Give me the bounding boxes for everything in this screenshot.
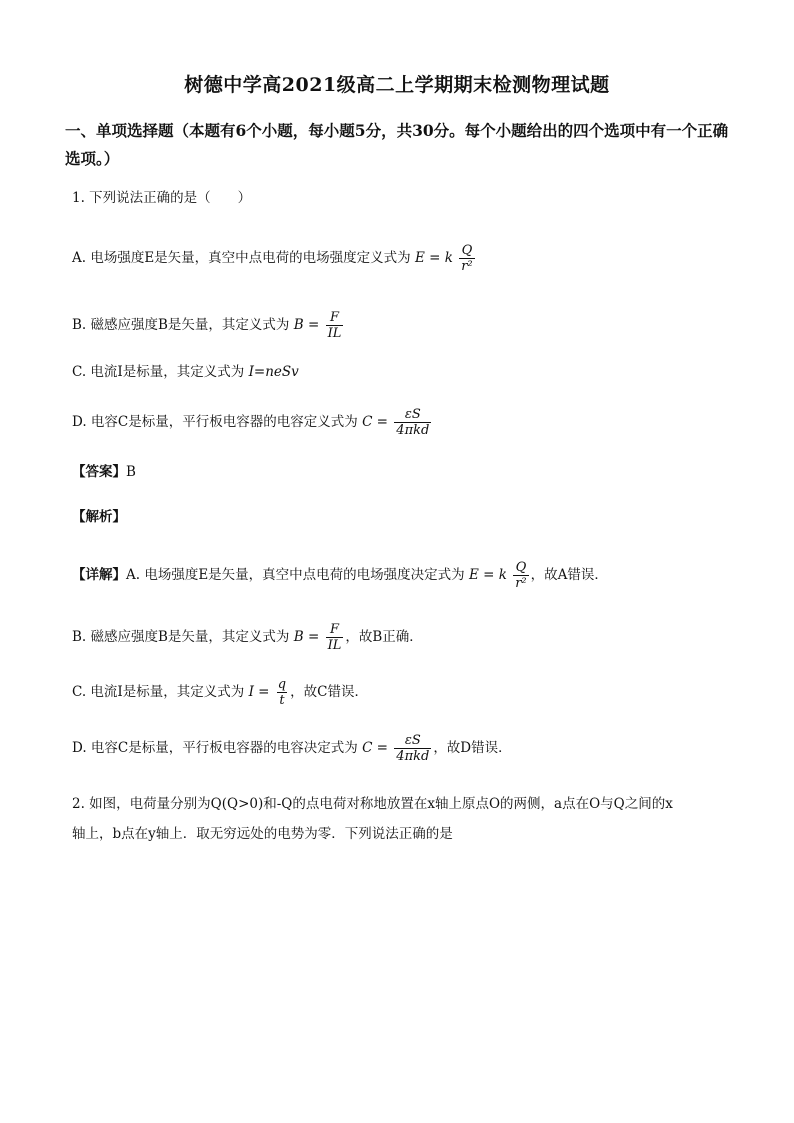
option-c xyxy=(72,360,299,380)
analysis-line xyxy=(72,505,126,525)
answer-value: B xyxy=(126,464,136,480)
formula-d-fraction xyxy=(394,407,431,438)
detail-b-denominator: IL xyxy=(327,638,342,653)
detail-b-text: B. 磁感应强度B是矢量，其定义式为 xyxy=(72,629,290,645)
detail-d-fraction xyxy=(394,733,431,764)
detail-a-denominator: r² xyxy=(515,576,527,591)
formula-e-numerator: Q xyxy=(461,243,473,258)
detail-c-fraction xyxy=(276,677,288,708)
option-a-text: A. 电场强度E是矢量，真空中点电荷的电场强度定义式为 xyxy=(72,250,411,266)
question-1-stem: 1. 下列说法正确的是（ ） xyxy=(72,190,252,206)
detail-c-end: ，故C错误． xyxy=(290,684,368,700)
detail-a-formula-lhs: E = k xyxy=(468,567,507,583)
detail-d-end: ，故D错误． xyxy=(433,740,512,756)
option-a xyxy=(72,243,477,274)
detail-d-text: D. 电容C是标量，平行板电容器的电容决定式为 xyxy=(72,740,358,756)
formula-b-fraction xyxy=(326,310,344,341)
formula-d-denominator: 4πkd xyxy=(396,423,430,438)
section-heading: 一、单项选择题（本题有6个小题，每小题5分，共30分。每个小题给出的四个选项中有一个正确选项。） xyxy=(65,121,729,168)
option-d xyxy=(72,407,433,438)
formula-d-numerator: εS xyxy=(404,407,421,422)
detail-b-formula-lhs: B = xyxy=(293,629,320,645)
detail-d-numerator: εS xyxy=(404,733,421,748)
detail-a-end: ，故A错误． xyxy=(530,567,608,583)
option-b-text: B. 磁感应强度B是矢量，其定义式为 xyxy=(72,317,290,333)
detail-c-numerator: q xyxy=(277,677,287,692)
detail-d-formula-lhs: C = xyxy=(362,740,388,756)
question-2-line-2: 轴上，b点在y轴上．取无穷远处的电势为零．下列说法正确的是 xyxy=(72,826,453,842)
answer-tag: 【答案】 xyxy=(72,464,126,480)
detail-a xyxy=(72,560,608,591)
detail-a-text: A. 电场强度E是矢量，真空中点电荷的电场强度决定式为 xyxy=(126,567,465,583)
formula-d-lhs: C = xyxy=(362,414,388,430)
formula-c-inline: I=neSv xyxy=(248,364,299,380)
detail-c xyxy=(72,677,368,708)
detail-b-fraction xyxy=(326,622,344,653)
formula-b-lhs: B = xyxy=(293,317,320,333)
formula-e-lhs: E = k xyxy=(414,250,453,266)
detail-a-fraction xyxy=(513,560,528,591)
option-d-text: D. 电容C是标量，平行板电容器的电容定义式为 xyxy=(72,414,358,430)
detail-d xyxy=(72,733,512,764)
detail-c-text: C. 电流I是标量，其定义式为 xyxy=(72,684,245,700)
option-c-text: C. 电流I是标量，其定义式为 xyxy=(72,364,245,380)
analysis-tag: 【解析】 xyxy=(72,509,126,525)
formula-e-denominator: r² xyxy=(461,259,473,274)
detail-c-denominator: t xyxy=(279,693,285,708)
detail-b-numerator: F xyxy=(329,622,339,637)
question-2-line-1: 2. 如图，电荷量分别为Q(Q>0)和-Q的点电荷对称地放置在x轴上原点O的两侧，a点在O与Q之间的x xyxy=(72,796,673,812)
detail-c-formula-lhs: I = xyxy=(248,684,270,700)
formula-b-denominator: IL xyxy=(327,326,342,341)
detail-a-numerator: Q xyxy=(515,560,527,575)
option-b xyxy=(72,310,345,341)
detail-b-end: ，故B正确． xyxy=(345,629,423,645)
formula-b-numerator: F xyxy=(329,310,339,325)
page-title: 树德中学高2021级高二上学期期末检测物理试题 xyxy=(184,74,610,96)
formula-e-fraction xyxy=(459,243,474,274)
detail-b xyxy=(72,622,423,653)
answer-line xyxy=(72,460,136,480)
detail-d-denominator: 4πkd xyxy=(396,749,430,764)
detail-tag: 【详解】 xyxy=(72,567,126,583)
